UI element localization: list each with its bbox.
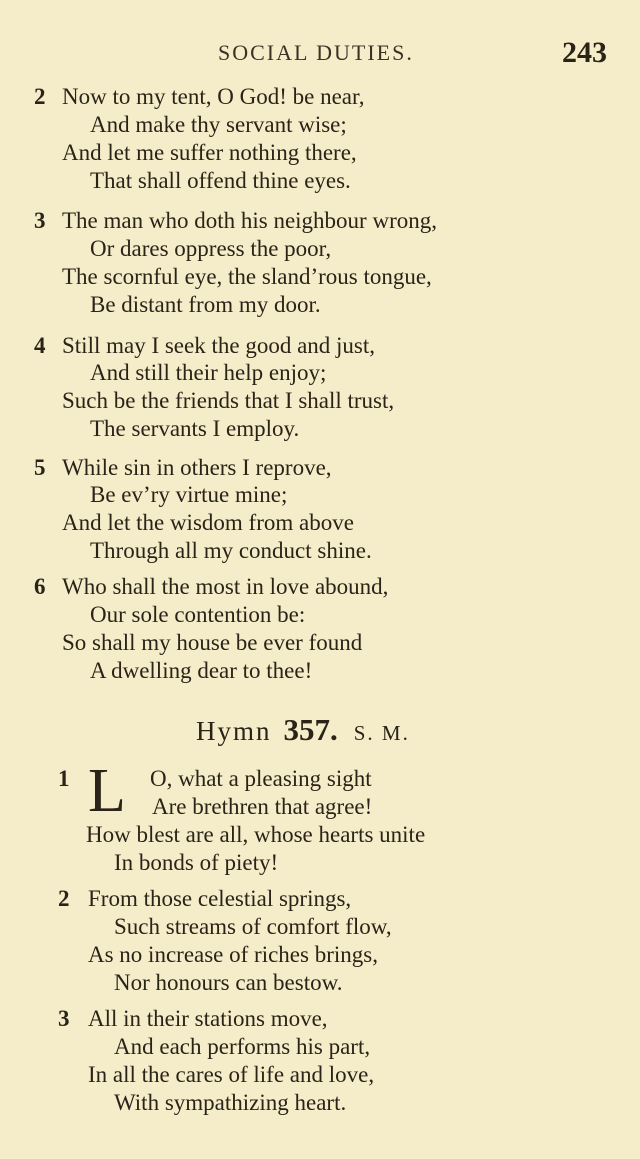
hymn-heading — [196, 712, 410, 748]
verse-number: 6 — [34, 574, 46, 599]
verse-line: O, what a pleasing sight — [150, 766, 372, 791]
verse-line: That shall offend thine eyes. — [90, 168, 351, 193]
verse-number: 4 — [34, 333, 46, 358]
section-title: SOCIAL DUTIES. — [218, 40, 414, 65]
page-number: 243 — [562, 36, 607, 69]
verse-line: Are brethren that agree! — [152, 794, 373, 819]
verse-line: Be distant from my door. — [90, 292, 321, 317]
verse-number: 1 — [58, 766, 70, 791]
verse-number: 5 — [34, 455, 46, 480]
running-head — [0, 36, 640, 76]
verse-line: The scornful eye, the sland’rous tongue, — [62, 264, 432, 289]
verse-line: And let the wisdom from above — [62, 510, 354, 535]
verse-line: And make thy servant wise; — [90, 112, 347, 137]
verse-line: And let me suffer nothing there, — [62, 140, 357, 165]
verse-line: From those celestial springs, — [88, 886, 352, 911]
verse-line: In all the cares of life and love, — [88, 1062, 375, 1087]
verse-line: Who shall the most in love abound, — [62, 574, 389, 599]
verse-line: With sympathizing heart. — [114, 1090, 347, 1115]
verse-line: In bonds of piety! — [114, 850, 279, 875]
hymn-label: Hymn — [196, 716, 272, 746]
verse-line: All in their stations move, — [88, 1006, 328, 1031]
hymn-meter: S. M. — [353, 721, 410, 745]
verse-line: Such streams of comfort flow, — [114, 914, 392, 939]
verse-line: The servants I employ. — [90, 416, 300, 441]
hymn-number: 357. — [283, 712, 338, 747]
verse-line: A dwelling dear to thee! — [90, 658, 313, 683]
verse-number: 2 — [34, 84, 46, 109]
verse-line: And still their help enjoy; — [90, 360, 327, 385]
verse-line: Such be the friends that I shall trust, — [62, 388, 395, 413]
verse-number: 2 — [58, 886, 70, 911]
verse-number: 3 — [34, 208, 46, 233]
verse-line: Be ev’ry virtue mine; — [90, 482, 288, 507]
verse-line: The man who doth his neighbour wrong, — [62, 208, 437, 233]
verse-line: Nor honours can bestow. — [114, 970, 343, 995]
verse-line: While sin in others I reprove, — [62, 455, 332, 480]
verse-line: So shall my house be ever found — [62, 630, 363, 655]
verse-line: Our sole contention be: — [90, 602, 306, 627]
verse-line: Through all my conduct shine. — [90, 538, 372, 563]
verse-line: Still may I seek the good and just, — [62, 333, 376, 358]
verse-line: As no increase of riches brings, — [88, 942, 378, 967]
drop-cap: L — [88, 757, 126, 825]
verse-number: 3 — [58, 1006, 70, 1031]
verse-line: Or dares oppress the poor, — [90, 236, 332, 261]
verse-line: And each performs his part, — [114, 1034, 371, 1059]
verse-line: How blest are all, whose hearts unite — [86, 822, 426, 847]
verse-line: Now to my tent, O God! be near, — [62, 84, 365, 109]
